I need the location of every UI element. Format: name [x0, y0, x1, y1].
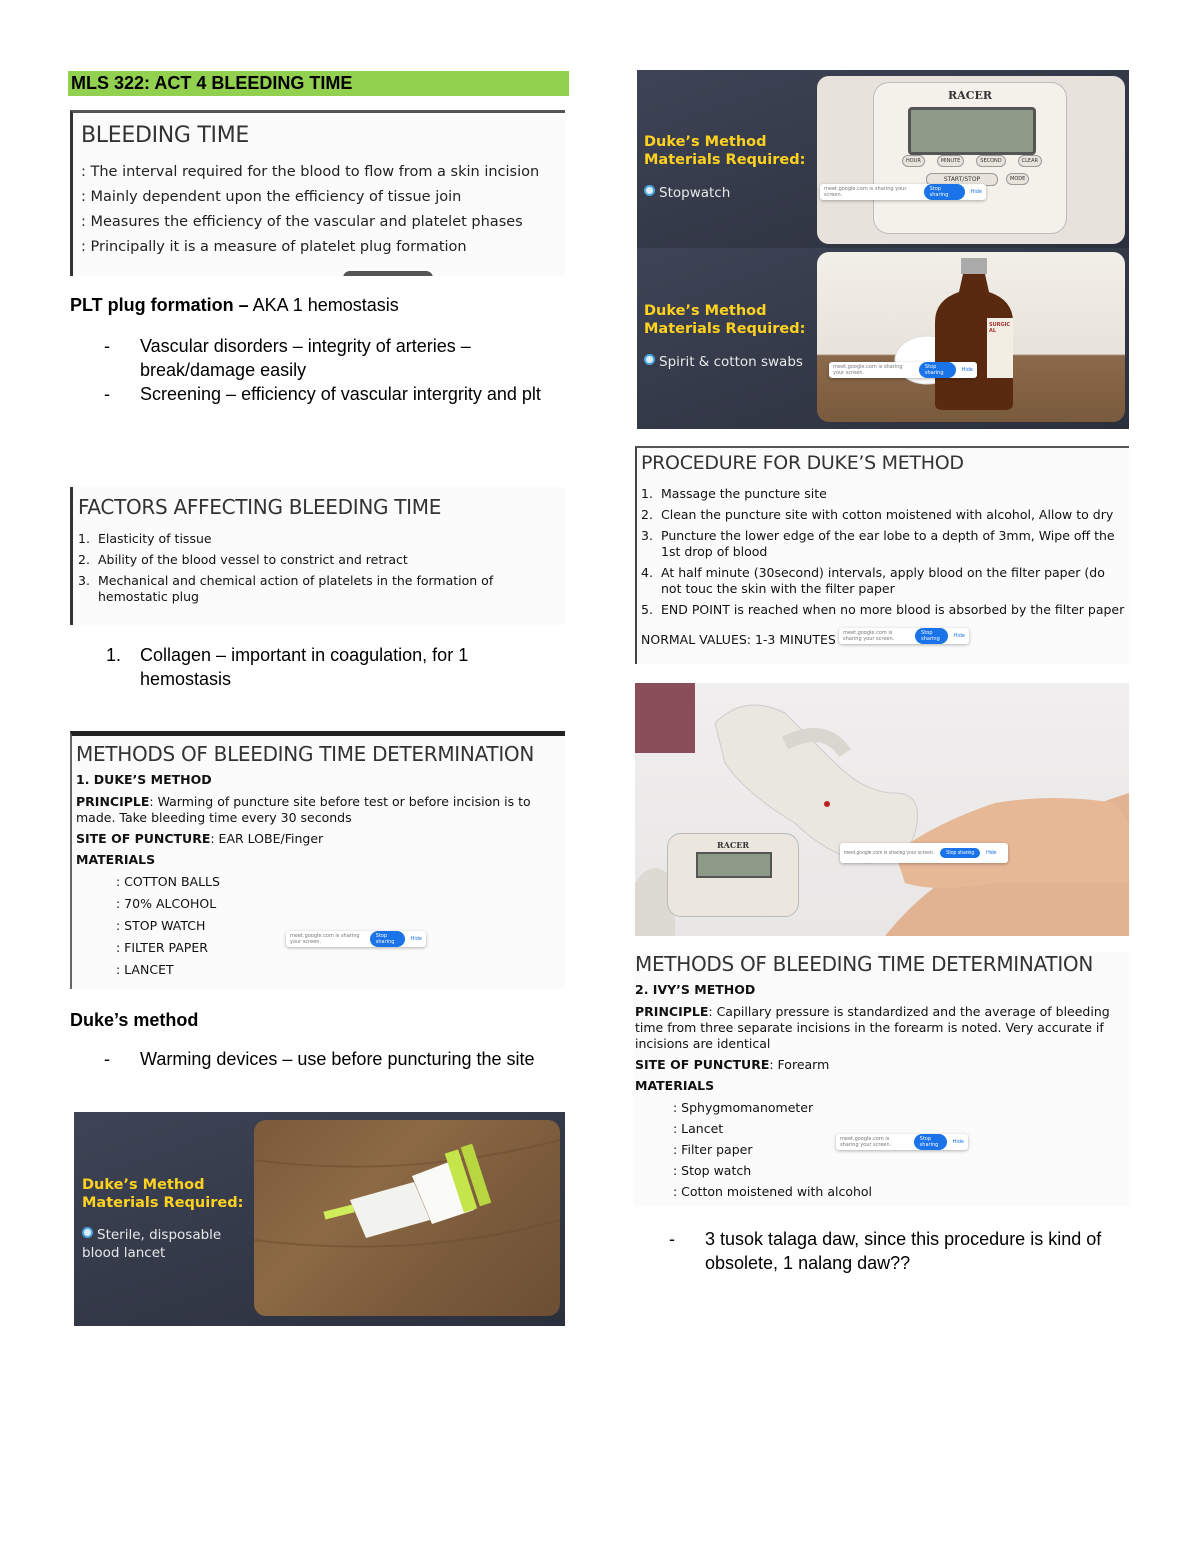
document-title: MLS 322: ACT 4 BLEEDING TIME [68, 71, 569, 96]
bullet-dot-icon [644, 354, 655, 365]
lancet-icon [254, 1120, 560, 1316]
material-item: : Cotton moistened with alcohol [673, 1184, 873, 1199]
list-item: - Vascular disorders – integrity of arteries – break/damage easily [70, 334, 565, 382]
procedure-step: 5. END POINT is reached when no more blood is absorbed by the filter paper [641, 602, 1125, 617]
slide-heading-2: Materials Required: [644, 152, 806, 168]
list-item: - Warming devices – use before puncturing the site [104, 1049, 535, 1069]
slide-title: PROCEDURE FOR DUKE’S METHOD [641, 452, 964, 474]
slide-line: : Mainly dependent upon the efficiency of tissue join [81, 189, 462, 205]
plt-label: PLT plug formation – [70, 295, 249, 315]
collagen-text: Collagen – important in coagulation, for 1 hemostasis [140, 645, 469, 689]
factor-item: 1. Elasticity of tissue [78, 531, 212, 546]
slide-heading-1: Duke’s Method [82, 1177, 205, 1193]
bullet-text: Warming devices – use before puncturing the site [140, 1049, 535, 1069]
minute-button: MINUTE [937, 155, 964, 167]
procedure-step: 2. Clean the puncture site with cotton moistened with alcohol, Allow to dry [641, 507, 1114, 522]
slide-stopwatch [637, 70, 1129, 248]
slide-title: METHODS OF BLEEDING TIME DETERMINATION [76, 742, 535, 766]
procedure-photo [635, 683, 1129, 936]
screen-share-bar: meet.google.com is sharing your screen. Stop sharing Hide [836, 1134, 968, 1150]
hide-button[interactable]: Hide [952, 1139, 964, 1145]
slide-title: METHODS OF BLEEDING TIME DETERMINATION [635, 952, 1094, 976]
hide-button[interactable]: Hide [961, 367, 973, 373]
stopwatch-buttons [902, 155, 1042, 167]
hide-button[interactable]: Hide [410, 936, 422, 942]
slide-methods-duke [70, 731, 565, 989]
slide-methods-ivy [633, 952, 1129, 1207]
alcohol-bottle-icon [817, 252, 1125, 422]
material-item: : COTTON BALLS [116, 874, 220, 889]
screen-share-bar: meet.google.com is sharing your screen. Stop sharing Hide [840, 843, 1008, 863]
video-progress-marker [343, 271, 433, 276]
slide-line: : Measures the efficiency of the vascular and platelet phases [81, 214, 523, 230]
stopwatch-brand: RACER [948, 89, 992, 102]
stopwatch-body [667, 833, 799, 917]
plt-heading [70, 293, 565, 317]
site-of-puncture: SITE OF PUNCTURE: EAR LOBE/Finger [76, 831, 324, 846]
bullet-text: Screening – efficiency of vascular intergrity and plt [140, 384, 541, 404]
ivy-bullet-list [635, 1227, 1129, 1275]
hour-button: HOUR [902, 155, 925, 167]
slide-line: : The interval required for the blood to flow from a skin incision [81, 164, 540, 180]
screen-share-bar: meet.google.com is sharing your screen. Stop sharing Hide [820, 184, 986, 200]
dukes-heading: Duke’s method [70, 1010, 199, 1030]
slide-heading-2: Materials Required: [82, 1195, 244, 1211]
dukes-bullet-list [70, 1047, 565, 1071]
material-item: Stopwatch [644, 184, 730, 202]
stopwatch-brand: RACER [717, 840, 749, 850]
normal-values: NORMAL VALUES: 1-3 MINUTES [641, 632, 836, 647]
plt-text: AKA 1 hemostasis [248, 295, 399, 315]
list-number: 1. [106, 645, 122, 665]
mode-button: MODE [1006, 173, 1029, 185]
principle: PRINCIPLE: Capillary pressure is standardized and the average of bleeding time from three separate incisions in the forearm is noted. Very accurate if incisions are identical [635, 1004, 1110, 1051]
material-item: : LANCET [116, 962, 174, 977]
list-item: - Screening – efficiency of vascular intergrity and plt [104, 384, 541, 404]
plt-bullet-list [70, 334, 565, 406]
start-stop-button: START/STOP [926, 173, 998, 186]
method-name: 1. DUKE’S METHOD [76, 772, 212, 787]
material-item: Spirit & cotton swabs [644, 353, 803, 371]
bullet-text: Vascular disorders – integrity of arteries – break/damage easily [140, 336, 471, 380]
spirit-photo [817, 252, 1125, 422]
stopwatch-display [696, 852, 772, 878]
bullet-dot-icon [644, 185, 655, 196]
material-item: : 70% ALCOHOL [116, 896, 217, 911]
slide-factors [70, 487, 565, 625]
slide-line: : Principally it is a measure of platelet plug formation [81, 239, 467, 255]
stop-sharing-button[interactable]: Stop sharing [914, 1134, 947, 1150]
materials-label: MATERIALS [635, 1078, 715, 1093]
bullet-dot-icon [82, 1227, 93, 1238]
site-of-puncture: SITE OF PUNCTURE: Forearm [635, 1057, 830, 1072]
material-item: : FILTER PAPER [116, 940, 208, 955]
stop-sharing-button[interactable]: Stop sharing [940, 848, 980, 858]
hide-button[interactable]: Hide [986, 850, 997, 856]
stopwatch-body [873, 82, 1067, 234]
procedure-step: 1. Massage the puncture site [641, 486, 827, 501]
screen-share-bar: meet.google.com is sharing your screen. Stop sharing Hide [829, 362, 977, 378]
clear-button: CLEAR [1018, 155, 1042, 167]
screen-share-bar: meet.google.com is sharing your screen. Stop sharing Hide [839, 628, 969, 644]
list-item: - 3 tusok talaga daw, since this procedure is kind of obsolete, 1 nalang daw?? [635, 1227, 1129, 1275]
hide-button[interactable]: Hide [970, 189, 982, 195]
procedure-step: 3. Puncture the lower edge of the ear lobe to a depth of 3mm, Wipe off the 1st drop of blood [641, 528, 1115, 559]
slide-lancet [74, 1112, 565, 1326]
material-item: : STOP WATCH [116, 918, 206, 933]
procedure-step: 4. At half minute (30second) intervals, apply blood on the filter paper (do not touc the skin with the filter paper [641, 565, 1105, 596]
method-name: 2. IVY’S METHOD [635, 982, 756, 997]
factor-item: 2. Ability of the blood vessel to constrict and retract [78, 552, 408, 567]
stop-sharing-button[interactable]: Stop sharing [919, 362, 956, 378]
material-item: : Stop watch [673, 1163, 752, 1178]
lancet-photo [254, 1120, 560, 1316]
material-item: : Sphygmomanometer [673, 1100, 814, 1115]
bullet-text: 3 tusok talaga daw, since this procedure is kind of obsolete, 1 nalang daw?? [705, 1229, 1102, 1273]
stopwatch-photo [817, 76, 1125, 244]
bottle-label: SURGICAL [989, 322, 1011, 334]
stop-sharing-button[interactable]: Stop sharing [370, 931, 405, 947]
second-button: SECOND [976, 155, 1005, 167]
slide-heading-1: Duke’s Method [644, 134, 767, 150]
slide-heading-2: Materials Required: [644, 321, 806, 337]
slide-bleeding-time [70, 110, 565, 276]
slide-title: BLEEDING TIME [81, 123, 249, 148]
stopwatch-display [908, 107, 1036, 155]
factor-item: 3. Mechanical and chemical action of platelets in the formation of hemostatic plug [78, 573, 494, 604]
slide-title: FACTORS AFFECTING BLEEDING TIME [78, 495, 442, 519]
collagen-item [70, 643, 530, 691]
material-item: : Filter paper [673, 1142, 753, 1157]
hide-button[interactable]: Hide [953, 633, 965, 639]
materials-label: MATERIALS [76, 852, 156, 867]
screen-share-bar: meet.google.com is sharing your screen. Stop sharing Hide [286, 931, 426, 947]
slide-heading-1: Duke’s Method [644, 303, 767, 319]
material-item: Sterile, disposable blood lancet [82, 1227, 222, 1261]
stop-sharing-button[interactable]: Stop sharing [924, 184, 965, 200]
principle: PRINCIPLE: Warming of puncture site before test or before incision is to made. Take bleeding time every 30 seconds [76, 794, 531, 825]
slide-procedure [635, 446, 1129, 664]
stop-sharing-button[interactable]: Stop sharing [915, 628, 947, 644]
slide-spirit [637, 248, 1129, 429]
material-item: : Lancet [673, 1121, 724, 1136]
